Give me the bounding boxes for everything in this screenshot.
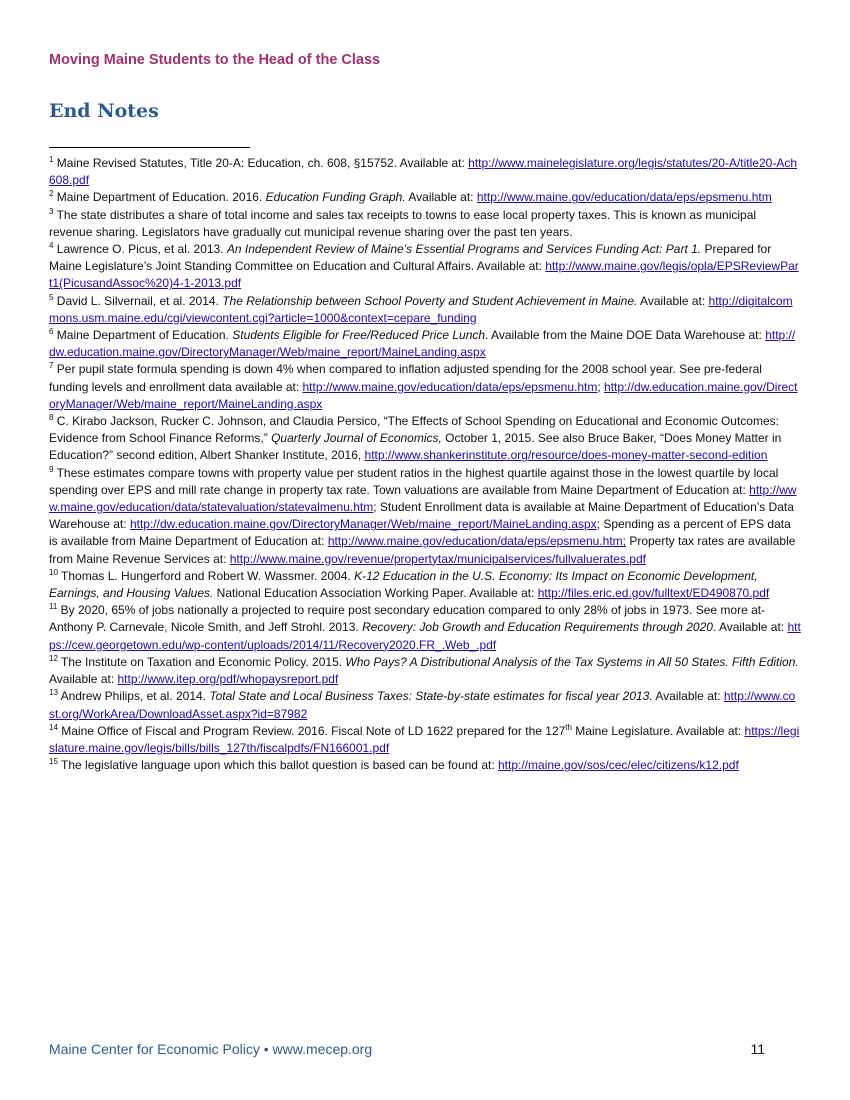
endnote-link[interactable]: http://dw.education.maine.gov/DirectoryManager/Web/maine_report/MaineLanding.aspx [129,517,597,532]
endnote-italic-title: Education Funding Graph. [265,190,406,205]
endnote-text: Available at: [405,190,477,205]
endnote-link[interactable]: http://www.maine.gov/education/data/eps/epsmenu.htm [476,190,772,205]
endnote-4 [49,241,801,293]
endnote-text: ; Student Enrollment data is available at Maine Department of Education’s Data Warehouse at: [49,500,794,532]
endnote-text: Available at: [49,672,118,687]
endnote-text: David L. Silvernail, et al. 2014. [56,293,223,308]
endnote-text: Maine Department of Education. 2016. [56,190,266,205]
endnote-number: 6 [49,327,54,337]
footer-text: Maine Center for Economic Policy • www.mecep.org [49,1041,373,1057]
endnote-link[interactable]: http://www.itep.org/pdf/whopaysreport.pdf [117,672,339,687]
endnote-link[interactable]: https://cew.georgetown.edu/wp-content/uploads/2014/11/Recovery2020.FR_.Web_.pdf [49,620,801,652]
endnote-text: ; Spending as a percent of EPS data is available from Maine Department of Education at: [49,517,791,549]
endnote-italic-title: Who Pays? A Distributional Analysis of the Tax Systems in All 50 States. Fifth Edition. [345,654,799,669]
endnote-number: 4 [49,241,54,251]
endnote-superscript: th [565,722,572,732]
endnote-link[interactable]: http://www.cost.org/WorkArea/DownloadAsset.aspx?id=87982 [49,689,796,721]
endnote-6 [49,327,801,361]
endnote-link[interactable]: http://www.maine.gov/education/data/eps/epsmenu.htm [302,379,598,394]
endnote-number: 1 [49,155,54,164]
endnote-link[interactable]: http://dw.education.maine.gov/DirectoryManager/Web/maine_report/MaineLanding.aspx [49,328,796,360]
endnote-link[interactable]: https://legislature.maine.gov/legis/bills/bills_127th/fiscalpdfs/FN166001.pdf [49,723,800,755]
document-header-title: Moving Maine Students to the Head of the Class [49,52,381,68]
endnote-text: Lawrence O. Picus, et al. 2013. [56,242,227,257]
endnote-italic-title: K-12 Education in the U.S. Economy: Its Impact on Economic Development, Earnings, and Housing Values. [49,568,758,601]
endnote-text: ; [597,379,605,394]
footnote-separator-rule [49,147,250,148]
endnote-number: 10 [49,567,58,577]
endnote-number: 2 [49,189,54,199]
endnote-italic-title: Recovery: Job Growth and Education Requirements through 2020. [362,620,717,635]
endnote-number: 11 [49,602,58,612]
endnote-number: 5 [49,292,54,302]
endnote-link[interactable]: http://www.maine.gov/revenue/propertytax/municipalservices/fullvaluerates.pdf [229,551,646,566]
endnote-number: 3 [49,206,54,216]
endnote-text: Thomas L. Hungerford and Robert W. Wassmer. 2004. [61,568,355,583]
endnote-8 [49,413,801,465]
endnote-link[interactable]: http://digitalcommons.usm.maine.edu/cgi/viewcontent.cgi?article=1000&context=cepare_funding [49,293,793,325]
endnote-link[interactable]: http://dw.education.maine.gov/DirectoryManager/Web/maine_report/MaineLanding.aspx [49,379,798,411]
endnote-italic-title: An Independent Review of Maine’s Essential Programs and Services Funding Act: Part 1. [226,242,702,257]
endnote-link[interactable]: http://www.shankerinstitute.org/resource/does-money-matter-second-edition [364,448,768,463]
page-number: 11 [750,1041,765,1057]
endnote-13 [49,688,801,722]
endnote-link[interactable]: http://www.mainelegislature.org/legis/statutes/20-A/title20-Ach608.pdf [49,156,797,188]
endnote-text: Per pupil state formula spending is down 4% when compared to inflation adjusted spending for the 2008 school year. See pre-federal funding levels and enrollment data available at: [49,362,762,394]
endnote-11 [49,602,801,654]
endnote-text: Available at: [716,620,788,635]
endnote-text: Maine Revised Statutes, Title 20-A: Education, ch. 608, §15752. Available at: [56,156,469,170]
endnote-14 [49,723,801,757]
endnote-text: The legislative language upon which this ballot question is based can be found at: [61,758,498,773]
endnote-1 [49,155,801,189]
endnote-text: Maine Legislature. Available at: [571,723,745,738]
endnote-text: . Available from the Maine DOE Data Warehouse at: [485,328,766,343]
endnote-text: By 2020, 65% of jobs nationally a projected to require post secondary education compared to only 28% of jobs in 1973. See more at- Anthony P. Carnevale, Nicole Smith, and Jeff Strohl. 2013. [49,603,766,635]
endnote-number: 9 [49,464,54,474]
endnote-link[interactable]: http://files.eric.ed.gov/fulltext/ED490870.pdf [537,586,770,601]
endnotes-list [49,155,801,774]
endnote-15 [49,757,801,774]
endnote-2 [49,189,801,206]
endnote-text: National Education Association Working Paper. Available at: [213,586,538,601]
endnote-number: 12 [49,653,58,663]
endnote-italic-title: Students Eligible for Free/Reduced Price Lunch [232,328,486,343]
endnote-number: 7 [49,361,54,371]
endnote-3 [49,207,801,241]
endnote-link[interactable]: http://maine.gov/sos/cec/elec/citizens/k12.pdf [498,758,739,773]
endnote-text: Maine Department of Education. [56,328,233,343]
endnote-text: Property tax rates are available from Maine Revenue Services at: [49,534,796,566]
endnote-10 [49,568,801,602]
endnote-text: Available at: [637,293,709,308]
endnote-text: Prepared for Maine Legislature’s Joint Standing Committee on Education and Cultural Affairs. Available at: [49,242,772,274]
endnote-italic-title: Quarterly Journal of Economics, [271,431,442,446]
endnote-italic-title: The Relationship between School Poverty and Student Achievement in Maine. [222,293,638,308]
endnote-text: Andrew Philips, et al. 2014. [60,689,210,704]
endnote-text: Available at: [652,689,724,704]
endnote-text: These estimates compare towns with property value per student ratios in the highest quartile against those in the lowest quartile by local spending over EPS and mill rate change in property tax rate. Town valuations are available from Maine Department of Education at: [49,465,779,497]
endnote-text: C. Kirabo Jackson, Rucker C. Johnson, and Claudia Persico, “The Effects of School Spending on Educational and Economic Outcomes: Evidence from School Finance Reforms,” [49,414,779,446]
endnote-number: 8 [49,413,54,423]
endnote-text: Maine Office of Fiscal and Program Review. 2016. Fiscal Note of LD 1622 prepared for the 127 [61,723,566,738]
endnote-link[interactable]: http://www.maine.gov/legis/opla/EPSReviewPart1(PicusandAssoc%20)4-1-2013.pdf [49,259,799,291]
section-title: End Notes [49,100,159,122]
endnote-link[interactable]: http://www.maine.gov/education/data/eps/epsmenu.htm; [327,534,626,549]
endnote-number: 13 [49,688,58,698]
endnote-text: The state distributes a share of total income and sales tax receipts to towns to ease local property taxes. This is known as municipal revenue sharing. Legislators have gradually cut municipal revenue sharing over the past ten years. [49,207,757,239]
endnote-text: The Institute on Taxation and Economic Policy. 2015. [61,654,346,669]
endnote-9 [49,465,801,568]
endnote-number: 15 [49,757,58,767]
endnote-link[interactable]: http://www.maine.gov/education/data/statevaluation/statevalmenu.htm [49,482,797,515]
endnote-italic-title: Total State and Local Business Taxes: State-by-state estimates for fiscal year 2013. [209,689,653,704]
endnote-text: October 1, 2015. See also Bruce Baker, “Does Money Matter in Education?” second edition, Albert Shanker Institute, 2016, [49,431,782,463]
page-footer [49,1041,765,1057]
endnote-5 [49,293,801,327]
endnote-7 [49,361,801,413]
endnote-number: 14 [49,722,58,732]
endnote-12 [49,654,801,688]
